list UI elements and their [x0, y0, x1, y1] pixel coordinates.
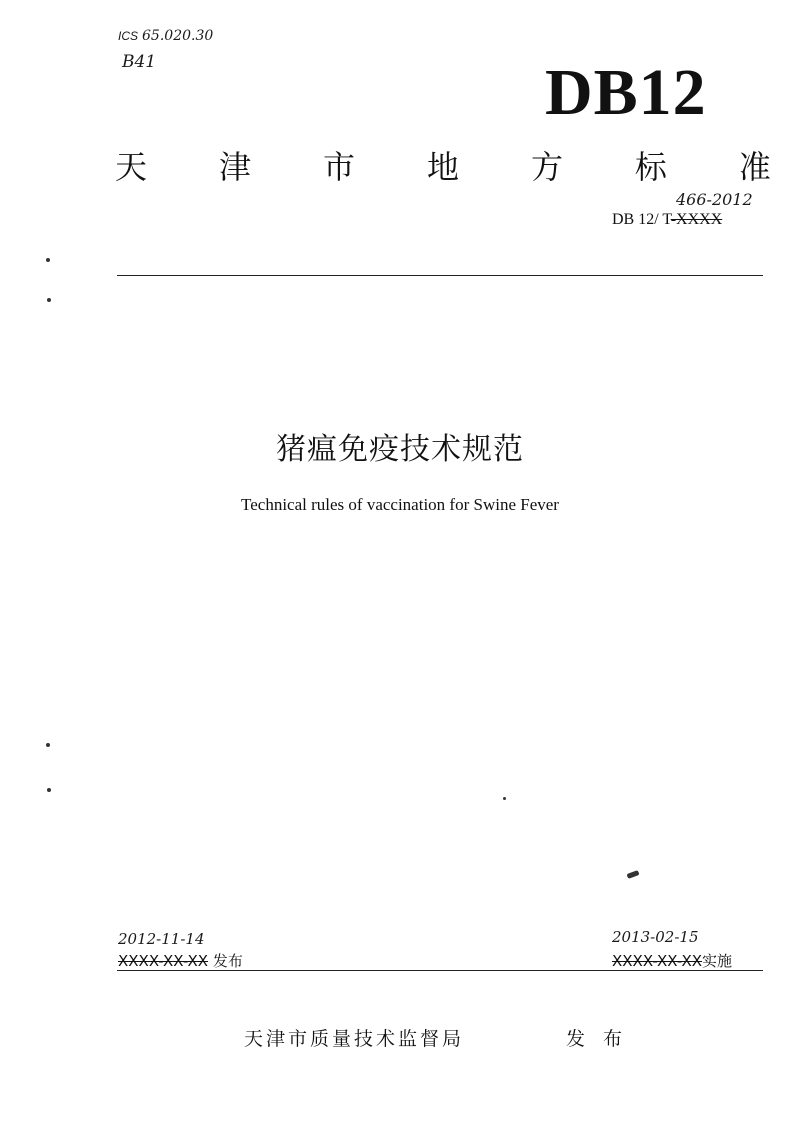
- heading-char: 标: [634, 148, 667, 186]
- ics-code: [118, 28, 213, 44]
- scan-speck: [46, 258, 50, 262]
- scan-speck: [47, 788, 51, 792]
- local-standard-heading: [115, 142, 771, 188]
- publish-date-handwritten: 2012-11-14: [118, 930, 205, 948]
- publish-date-placeholder: XXXX-XX-XX: [118, 952, 209, 970]
- publish-date: [118, 950, 243, 971]
- implement-date: [612, 950, 732, 971]
- header-divider: [117, 275, 763, 276]
- implement-date-placeholder: XXXX-XX-XX: [612, 952, 703, 970]
- ics-number: 65.020.30: [142, 28, 214, 44]
- scan-speck: [47, 298, 51, 302]
- heading-char: 方: [530, 148, 563, 186]
- title-english: Technical rules of vaccination for Swine Fever: [241, 495, 559, 514]
- ics-label: ICS: [118, 29, 139, 43]
- title-chinese: 猪瘟免疫技术规范: [276, 432, 524, 467]
- heading-char: 津: [218, 148, 251, 186]
- heading-char: 准: [738, 148, 771, 186]
- heading-char: 地: [426, 148, 459, 186]
- issuing-label: 发 布: [566, 1028, 629, 1050]
- footer-divider: [117, 970, 763, 971]
- implement-date-handwritten: 2013-02-15: [612, 928, 699, 946]
- standard-code: DB12: [545, 56, 707, 129]
- scan-speck: [627, 870, 640, 879]
- publish-label: 发布: [212, 952, 243, 970]
- heading-char: 天: [115, 148, 148, 186]
- scan-speck: [503, 797, 506, 800]
- scan-speck: [46, 743, 50, 747]
- standard-number-prefix: DB 12/ T: [612, 211, 671, 228]
- issuing-authority: 天津市质量技术监督局: [244, 1028, 465, 1050]
- standard-number-handwritten: 466-2012: [676, 190, 753, 209]
- standard-number: [612, 211, 722, 229]
- ccs-code: B41: [122, 52, 157, 72]
- heading-char: 市: [322, 148, 355, 186]
- implement-label: 实施: [702, 952, 733, 970]
- standard-number-placeholder: -XXXX: [670, 211, 723, 228]
